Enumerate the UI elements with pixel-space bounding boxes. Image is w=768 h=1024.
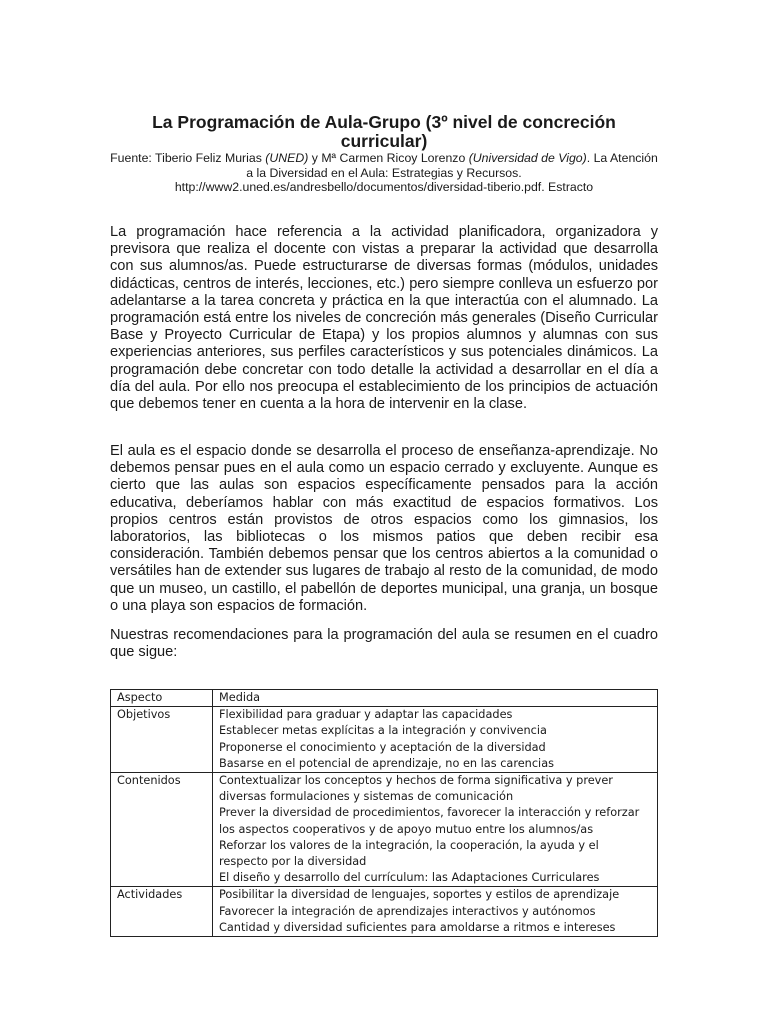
source-prefix: Fuente: Tiberio Feliz Murias [110,151,262,165]
header-aspecto: Aspecto [111,690,213,707]
table-row-actividades [111,887,658,937]
aspect-cell: Contenidos [111,773,213,887]
measures-cell [213,707,658,773]
document-title: La Programación de Aula-Grupo (3º nivel de concreción curricular) [152,112,616,151]
paragraph-recomendaciones: Nuestras recomendaciones para la programación del aula se resumen en el cuadro que sigue: [110,627,658,661]
source-connector: y Mª Carmen Ricoy Lorenzo [311,151,466,165]
source-rest: . La Atención a la Diversidad en el Aula: Estrategias y Recursos. [246,151,658,180]
measure-item: Contextualizar los conceptos y hechos de forma significativa y prever diversas formulaciones y sistemas de comunicación [219,774,613,804]
paragraph-aula: El aula es el espacio donde se desarrolla el proceso de enseñanza-aprendizaje. No debemos pensar pues en el aula como un espacio cerrado y excluyente. Aunque es cierto que las aulas son espacios específicamente pensados para la acción educativa, deberíamos hablar con más exactitud de espacios formativos. Los propios centros están provistos de otros espacios como los gimnasios, los laboratorios, las bibliotecas o los mismos patios que deben recibir esa consideración. También debemos pensar que los centros abiertos a la comunidad o versátiles han de extender sus lugares de trabajo al resto de la comunidad, de modo que un museo, un castillo, el pabellón de deportes municipal, una granja, un bosque o una playa son espacios de formación. [110,443,658,614]
measures-cell [213,773,658,887]
aspect-cell: Objetivos [111,707,213,773]
source-affiliation-vigo: (Universidad de Vigo) [468,151,587,165]
source-url: http://www2.uned.es/andresbello/documentos/diversidad-tiberio.pdf. Estracto [174,180,594,194]
measure-item: Prever la diversidad de procedimientos, favorecer la interacción y reforzar los aspectos cooperativos y de apoyo mutuo entre los alumnos/as [219,806,640,836]
measure-item: Reforzar los valores de la integración, la cooperación, la ayuda y el respecto por la diversidad [219,838,599,869]
aspect-cell: Actividades [111,887,213,937]
recommendations-table [110,689,658,937]
source-citation [110,151,658,195]
table-header-row [111,690,658,707]
table-row-objetivos [111,707,658,773]
measure-item: Basarse en el potencial de aprendizaje, no en las carencias [219,756,555,770]
measure-item: Flexibilidad para graduar y adaptar las capacidades [219,708,513,722]
measures-cell [213,887,658,937]
measure-item: Favorecer la integración de aprendizajes interactivos y autónomos [219,904,596,918]
measure-item: Proponerse el conocimiento y aceptación de la diversidad [219,740,546,754]
table-row-contenidos [111,773,658,887]
source-affiliation-uned: (UNED) [265,151,309,165]
paragraph-programacion: La programación hace referencia a la actividad planificadora, organizadora y previsora que realiza el docente con vistas a preparar la actividad que desarrolla con sus alumnos/as. Puede estructurarse de diversas formas (módulos, unidades didácticas, centros de interés, lecciones, etc.) pero siempre conlleva un esfuerzo por adelantarse a la tarea concreta y práctica en la que interactúa con el alumnado. La programación está entre los niveles de concreción más generales (Diseño Curricular Base y Proyecto Curricular de Etapa) y los propios alumnos y alumnas con sus experiencias anteriores, sus perfiles característicos y sus potenciales dinámicos. La programación debe concretar con todo detalle la actividad a desarrollar en el día a día del aula. Por ello nos preocupa el establecimiento de los principios de actuación que debemos tener en cuenta a la hora de intervenir en la clase. [110,224,658,413]
measure-item: Cantidad y diversidad suficientes para amoldarse a ritmos e intereses [219,920,616,934]
measure-item: Posibilitar la diversidad de lenguajes, soportes y estilos de aprendizaje [219,888,620,902]
header-medida: Medida [213,690,658,707]
measure-item: Establecer metas explícitas a la integración y convivencia [219,724,547,738]
measure-item: El diseño y desarrollo del currículum: las Adaptaciones Curriculares [219,871,600,885]
